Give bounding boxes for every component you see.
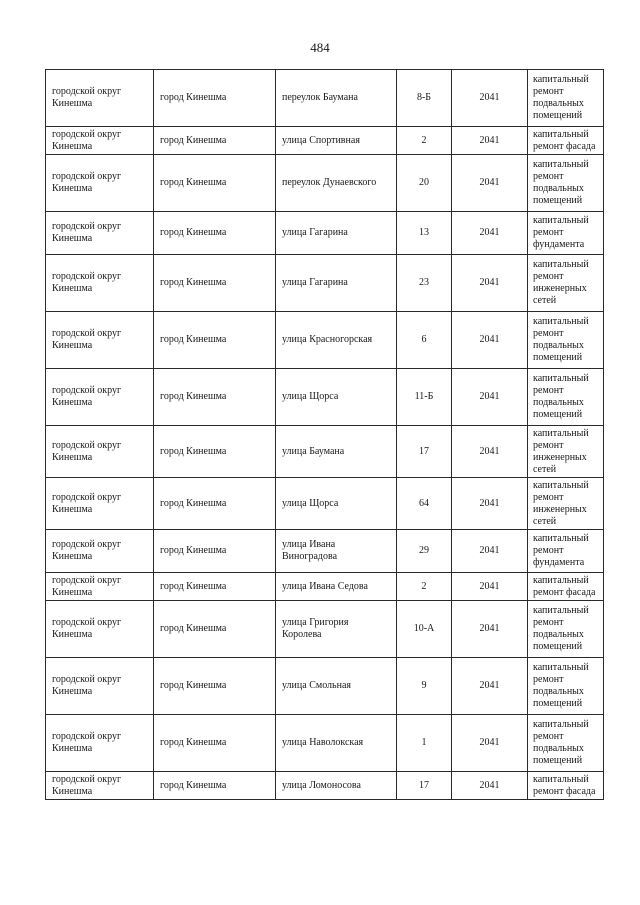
year-cell: 2041 [452,369,528,426]
work-type-cell-line: капитальный [533,74,589,85]
street-cell [276,426,397,478]
street-cell [276,530,397,573]
municipality-cell [46,312,154,369]
table-row [46,127,604,155]
work-type-cell-line: подвальных [533,743,584,754]
year-cell: 2041 [452,127,528,155]
work-type-cell [528,426,604,478]
work-type-cell-line: помещений [533,641,583,652]
year-cell: 2041 [452,658,528,715]
municipality-cell-line: городской округ [52,731,122,742]
house-number-cell: 13 [397,212,452,255]
work-type-cell [528,255,604,312]
house-number-cell: 17 [397,772,452,800]
work-type-cell-line: ремонт [533,731,564,742]
work-type-cell [528,658,604,715]
work-type-cell-line: сетей [533,295,557,306]
street-cell [276,715,397,772]
municipality-cell-line: городской округ [52,539,122,550]
street-cell-line: улица Ивана Седова [282,580,368,592]
table-row [46,658,604,715]
work-type-cell-line: ремонт [533,439,564,451]
house-number-cell: 6 [397,312,452,369]
work-type-cell-line: подвальных [533,183,584,194]
table-row [46,530,604,573]
table-row [46,369,604,426]
work-type-cell-line: капитальный [533,215,589,226]
municipality-cell [46,369,154,426]
year-cell: 2041 [452,601,528,658]
street-cell [276,155,397,212]
work-type-cell-line: капитальный [533,128,589,140]
settlement-cell: город Кинешма [154,715,276,772]
street-cell [276,601,397,658]
work-type-cell-line: ремонт фасада [533,785,596,797]
settlement-cell: город Кинешма [154,530,276,573]
work-type-cell-line: фундамента [533,239,585,250]
settlement-cell: город Кинешма [154,312,276,369]
table-row [46,573,604,601]
settlement-cell: город Кинешма [154,70,276,127]
municipality-cell-line: Кинешма [52,629,93,640]
house-number-cell: 29 [397,530,452,573]
municipality-cell-line: городской округ [52,171,122,182]
settlement-cell: город Кинешма [154,478,276,530]
street-cell [276,772,397,800]
municipality-cell-line: городской округ [52,271,122,282]
street-cell-line: улица Наволокская [282,737,364,748]
year-cell: 2041 [452,212,528,255]
year-cell: 2041 [452,478,528,530]
street-cell-line: улица Спортивная [282,134,360,146]
street-cell-line: улица Гагарина [282,277,348,288]
municipality-cell-line: Кинешма [52,785,93,797]
municipality-cell-line: Кинешма [52,743,93,754]
work-type-cell-line: сетей [533,515,557,527]
year-cell: 2041 [452,312,528,369]
work-type-cell-line: ремонт [533,328,564,339]
street-cell [276,212,397,255]
municipality-cell-line: Кинешма [52,233,93,244]
work-type-cell [528,70,604,127]
settlement-cell: город Кинешма [154,658,276,715]
house-number-cell: 23 [397,255,452,312]
work-type-cell-line: помещений [533,755,583,766]
work-type-cell-line: инженерных [533,283,587,294]
street-cell-line: улица Гагарина [282,227,348,238]
table-row [46,155,604,212]
house-number-cell: 2 [397,127,452,155]
work-type-cell-line: ремонт [533,271,564,282]
house-number-cell: 20 [397,155,452,212]
municipality-cell [46,601,154,658]
repair-schedule-table [45,69,604,800]
municipality-cell [46,573,154,601]
house-number-cell: 8-Б [397,70,452,127]
municipality-cell-line: Кинешма [52,183,93,194]
settlement-cell: город Кинешма [154,573,276,601]
municipality-cell [46,715,154,772]
work-type-cell-line: ремонт [533,545,564,556]
street-cell [276,255,397,312]
municipality-cell-line: городской округ [52,328,122,339]
table-row [46,70,604,127]
municipality-cell-line: городской округ [52,86,122,97]
municipality-cell [46,658,154,715]
work-type-cell-line: ремонт [533,674,564,685]
work-type-cell-line: ремонт фасада [533,586,596,598]
municipality-cell [46,426,154,478]
municipality-cell-line: городской округ [52,773,122,785]
municipality-cell [46,772,154,800]
municipality-cell [46,212,154,255]
work-type-cell-line: ремонт [533,385,564,396]
work-type-cell-line: помещений [533,195,583,206]
settlement-cell: город Кинешма [154,155,276,212]
house-number-cell: 64 [397,478,452,530]
work-type-cell-line: капитальный [533,373,589,384]
street-cell [276,573,397,601]
year-cell: 2041 [452,530,528,573]
municipality-cell-line: Кинешма [52,503,93,515]
street-cell [276,478,397,530]
settlement-cell: город Кинешма [154,212,276,255]
table-body [46,70,604,800]
municipality-cell [46,530,154,573]
work-type-cell-line: инженерных [533,451,587,463]
street-cell [276,312,397,369]
work-type-cell [528,478,604,530]
street-cell-line: улица Щорса [282,497,339,509]
street-cell-line: Виноградова [282,551,338,562]
municipality-cell-line: городской округ [52,617,122,628]
street-cell [276,127,397,155]
work-type-cell-line: капитальный [533,316,589,327]
house-number-cell: 11-Б [397,369,452,426]
street-cell-line: улица Красногорская [282,334,373,345]
municipality-cell-line: Кинешма [52,340,93,351]
work-type-cell [528,312,604,369]
settlement-cell: город Кинешма [154,426,276,478]
municipality-cell [46,70,154,127]
street-cell-line: улица Ломоносова [282,779,361,791]
work-type-cell-line: подвальных [533,98,584,109]
work-type-cell [528,573,604,601]
year-cell: 2041 [452,772,528,800]
street-cell [276,369,397,426]
municipality-cell-line: Кинешма [52,586,93,598]
municipality-cell [46,478,154,530]
table-row [46,772,604,800]
house-number-cell: 9 [397,658,452,715]
street-cell-line: улица Григория [282,617,349,628]
municipality-cell-line: городской округ [52,574,122,586]
municipality-cell-line: городской округ [52,221,122,232]
municipality-cell [46,155,154,212]
work-type-cell-line: подвальных [533,629,584,640]
work-type-cell-line: капитальный [533,479,589,491]
table-row [46,426,604,478]
work-type-cell-line: сетей [533,463,557,475]
year-cell: 2041 [452,426,528,478]
work-type-cell [528,601,604,658]
municipality-cell-line: городской округ [52,439,122,451]
street-cell-line: переулок Дунаевского [282,177,377,188]
table-row [46,478,604,530]
municipality-cell-line: Кинешма [52,686,93,697]
municipality-cell-line: Кинешма [52,283,93,294]
work-type-cell-line: помещений [533,110,583,121]
year-cell: 2041 [452,715,528,772]
work-type-cell [528,530,604,573]
settlement-cell: город Кинешма [154,772,276,800]
work-type-cell [528,772,604,800]
municipality-cell [46,127,154,155]
work-type-cell-line: ремонт [533,491,564,503]
work-type-cell-line: капитальный [533,773,589,785]
work-type-cell-line: подвальных [533,686,584,697]
settlement-cell: город Кинешма [154,601,276,658]
municipality-cell-line: городской округ [52,128,122,140]
street-cell-line: улица Смольная [282,680,351,691]
work-type-cell-line: капитальный [533,662,589,673]
table-row [46,212,604,255]
year-cell: 2041 [452,70,528,127]
work-type-cell [528,127,604,155]
table-row [46,601,604,658]
street-cell [276,70,397,127]
street-cell-line: улица Щорса [282,391,339,402]
work-type-cell [528,369,604,426]
work-type-cell-line: капитальный [533,259,589,270]
year-cell: 2041 [452,155,528,212]
work-type-cell-line: подвальных [533,340,584,351]
page-number: 484 [310,40,330,55]
table-row [46,312,604,369]
work-type-cell-line: капитальный [533,427,589,439]
municipality-cell-line: Кинешма [52,98,93,109]
work-type-cell-line: ремонт [533,227,564,238]
house-number-cell: 1 [397,715,452,772]
street-cell-line: Королева [282,629,322,640]
house-number-cell: 2 [397,573,452,601]
municipality-cell-line: Кинешма [52,551,93,562]
work-type-cell [528,212,604,255]
work-type-cell-line: ремонт [533,617,564,628]
work-type-cell-line: ремонт [533,171,564,182]
municipality-cell-line: городской округ [52,385,122,396]
work-type-cell-line: подвальных [533,397,584,408]
street-cell-line: переулок Баумана [282,92,358,103]
settlement-cell: город Кинешма [154,127,276,155]
work-type-cell-line: помещений [533,698,583,709]
work-type-cell-line: помещений [533,409,583,420]
street-cell [276,658,397,715]
work-type-cell-line: помещений [533,352,583,363]
work-type-cell [528,155,604,212]
municipality-cell-line: Кинешма [52,140,93,152]
house-number-cell: 17 [397,426,452,478]
work-type-cell-line: инженерных [533,503,587,515]
year-cell: 2041 [452,573,528,601]
work-type-cell-line: капитальный [533,605,589,616]
municipality-cell-line: Кинешма [52,397,93,408]
municipality-cell-line: городской округ [52,674,122,685]
work-type-cell-line: фундамента [533,557,585,568]
work-type-cell-line: капитальный [533,719,589,730]
work-type-cell-line: капитальный [533,574,589,586]
settlement-cell: город Кинешма [154,255,276,312]
work-type-cell-line: ремонт [533,86,564,97]
work-type-cell-line: ремонт фасада [533,140,596,152]
work-type-cell-line: капитальный [533,159,589,170]
work-type-cell-line: капитальный [533,533,589,544]
work-type-cell [528,715,604,772]
house-number-cell: 10-А [397,601,452,658]
table-row [46,715,604,772]
municipality-cell-line: городской округ [52,491,122,503]
year-cell: 2041 [452,255,528,312]
municipality-cell-line: Кинешма [52,451,93,463]
settlement-cell: город Кинешма [154,369,276,426]
street-cell-line: улица Ивана [282,539,336,550]
municipality-cell [46,255,154,312]
street-cell-line: улица Баумана [282,445,345,457]
table-row [46,255,604,312]
